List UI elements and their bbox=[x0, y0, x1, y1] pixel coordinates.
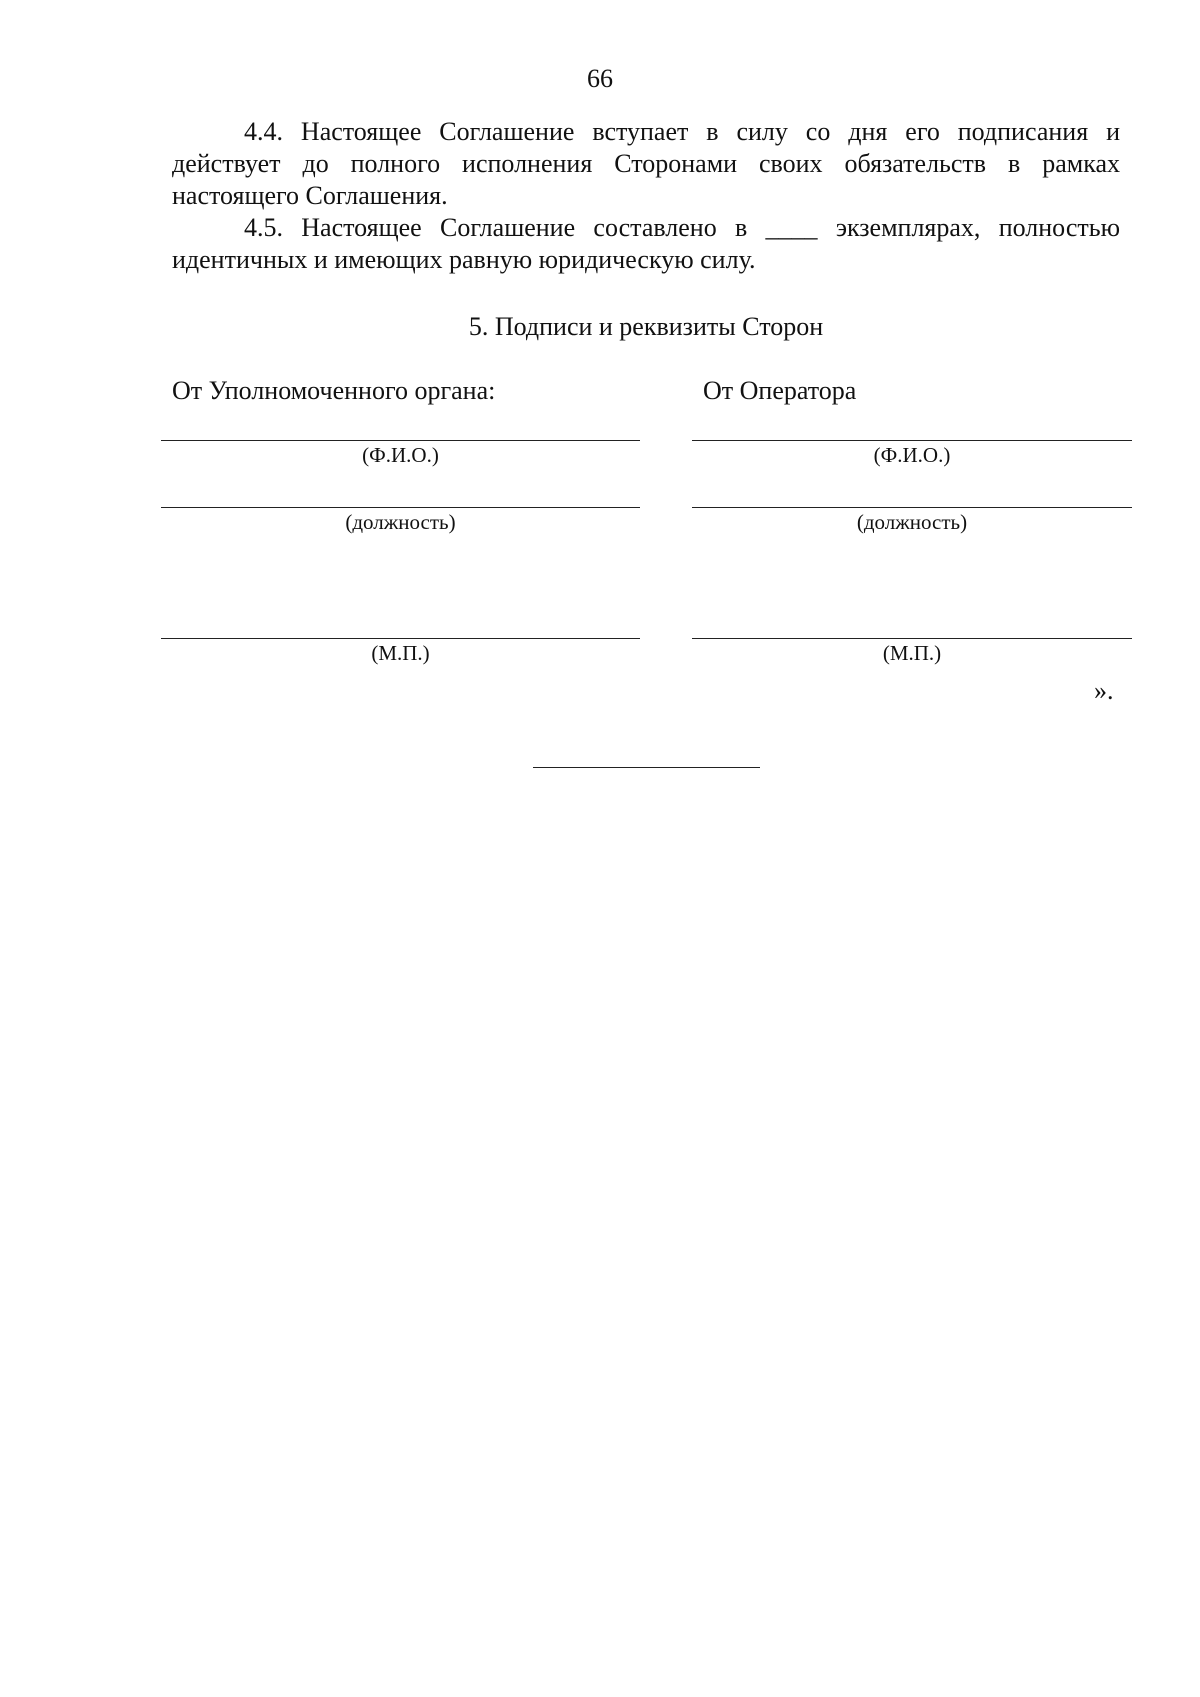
right-fio-line bbox=[692, 440, 1132, 441]
closing-quote-mark: ». bbox=[1094, 676, 1114, 705]
end-rule bbox=[533, 767, 760, 768]
page-number: 66 bbox=[587, 64, 613, 93]
right-seal-caption: (М.П.) bbox=[882, 641, 942, 665]
left-fio-line bbox=[161, 440, 640, 441]
right-seal-line bbox=[692, 638, 1132, 639]
paragraph-4-5: 4.5. Настоящее Соглашение составлено в ____ экземплярах, полностью идентичных и имеющих равную юридическую силу. bbox=[172, 213, 1120, 274]
right-position-caption: (должность) bbox=[856, 510, 968, 534]
left-position-caption: (должность) bbox=[345, 510, 456, 534]
left-party-title: От Уполномоченного органа: bbox=[172, 376, 496, 405]
left-position-line bbox=[161, 507, 640, 508]
right-fio-caption: (Ф.И.О.) bbox=[873, 443, 951, 467]
right-party-title: От Оператора bbox=[703, 376, 857, 405]
paragraph-4-4: 4.4. Настоящее Соглашение вступает в силу со дня его подписания и действует до полного исполнения Сторонами своих обязательств в рамках настоящего Соглашения. bbox=[172, 117, 1120, 210]
section-heading: 5. Подписи и реквизиты Сторон bbox=[468, 312, 824, 341]
left-seal-caption: (М.П.) bbox=[371, 641, 430, 665]
right-position-line bbox=[692, 507, 1132, 508]
left-seal-line bbox=[161, 638, 640, 639]
left-fio-caption: (Ф.И.О.) bbox=[362, 443, 439, 467]
